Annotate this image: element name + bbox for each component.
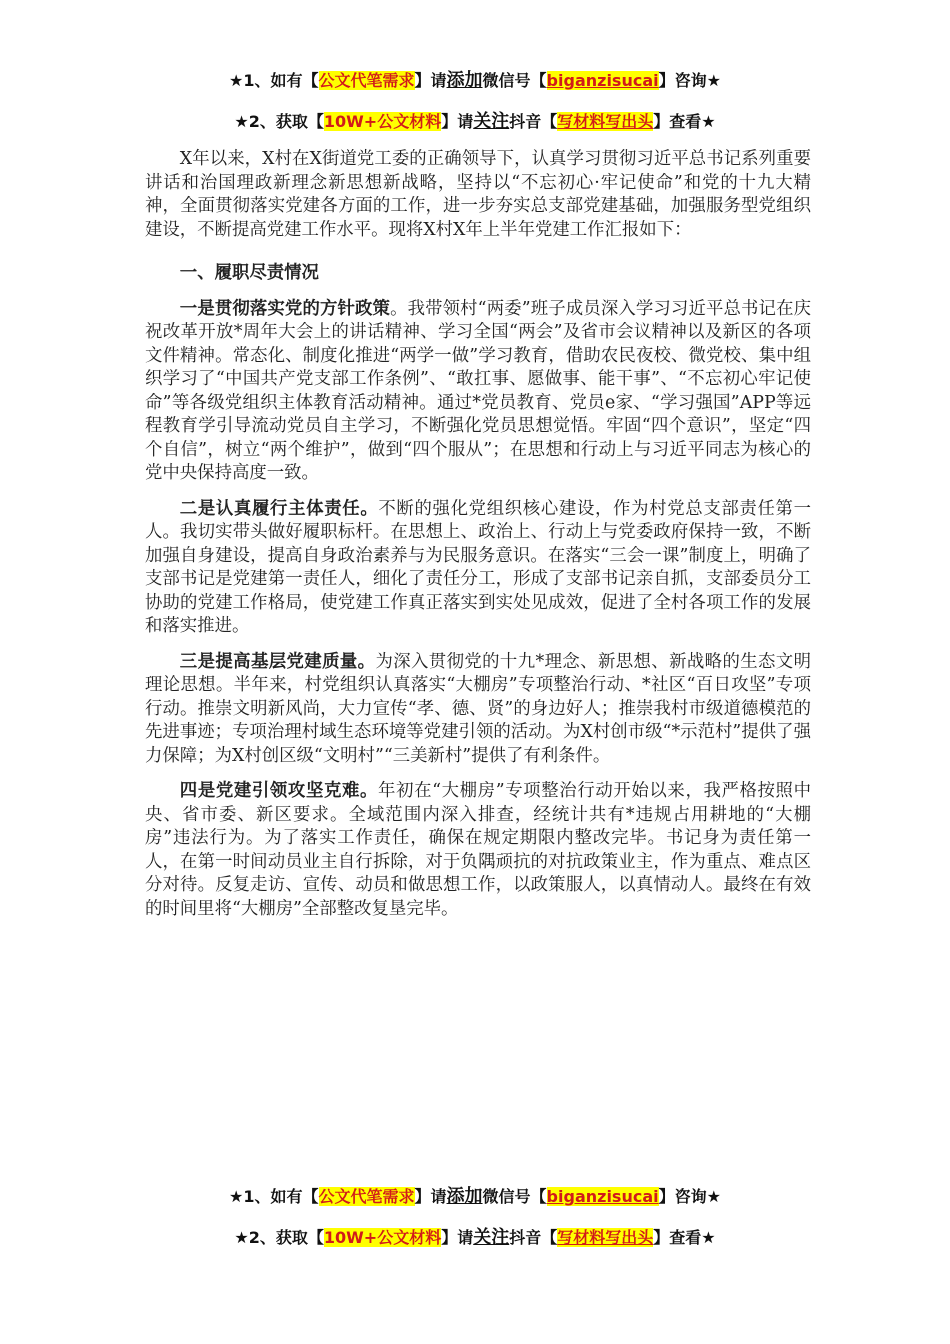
paragraph-lead: 一是贯彻落实党的方针政策 — [179, 298, 391, 319]
promo-text: 】咨询 — [658, 71, 707, 90]
highlight-ghostwriting: 公文代笔需求 — [318, 71, 415, 90]
paragraph-text: 年初在“大棚房”专项整治行动开始以来，我严格按照中央、省市委、新区要求。全域范围内深入排查，经统计共有*违规占用耕地的“大棚房”违法行为。为了落实工作责任，确保在规定期限内整改完毕。书记身为责任第一人，在第一时间动员业主自行拆除，对于负隅顽抗的对抗政策业主，作为重点、难点区分对待。反复走访、宣传、动员和做思想工作，以政策服人，以真情动人。最终在有效的时间里将“大棚房”全部整改复垦完毕。 — [145, 781, 811, 919]
promo-text: 】查看 — [653, 1228, 702, 1247]
promo-text: 2、获取【 — [248, 1228, 324, 1247]
promo-text: 】咨询 — [658, 1187, 707, 1206]
add-emphasis: 添加 — [446, 1186, 483, 1207]
star-icon: ★ — [234, 1228, 249, 1247]
paragraph-text: 。我带领村“两委”班子成员深入学习习近平总书记在庆祝改革开放*周年大会上的讲话精神、学习全国“两会”及省市会议精神以及新区的各项文件精神。常态化、制度化推进“两学一做”学习教育，借助农民夜校、微党校、集中组织学习了“中国共产党支部工作条例”、“敢扛事、愿做事、能干事”、“不忘初心牢记使命”等各级党组织主体教育活动精神。通过*党员教育、党员e家、“学习强国”APP等远程教育学引导流动党员自主学习，不断强化党员思想觉悟。牢固“四个意识”，坚定“四个自信”，树立“两个维护”，做到“四个服从”；在思想和行动上与习近平同志为核心的党中央保持高度一致。 — [145, 298, 811, 483]
add-emphasis: 添加 — [446, 70, 483, 91]
wechat-id[interactable]: biganzisucai — [546, 1187, 659, 1206]
promo-line-bottom-1 — [0, 1186, 950, 1208]
paragraph-lead: 四是党建引领攻坚克难。 — [179, 781, 379, 801]
body-paragraph-2 — [145, 498, 811, 639]
promo-text: 1、如有【 — [243, 1187, 319, 1206]
highlight-materials: 10W+公文材料 — [323, 112, 442, 131]
promo-text: 抖音【 — [509, 112, 558, 131]
promo-text: 】查看 — [653, 112, 702, 131]
douyin-account[interactable]: 写材料写出头 — [557, 112, 654, 131]
follow-emphasis: 关注 — [473, 111, 510, 132]
promo-text: 】请 — [441, 112, 474, 131]
promo-text: 微信号【 — [482, 71, 547, 90]
star-icon: ★ — [701, 1228, 716, 1247]
star-icon: ★ — [706, 71, 721, 90]
star-icon: ★ — [701, 112, 716, 131]
star-icon: ★ — [234, 112, 249, 131]
paragraph-text: 为深入贯彻党的十九*理念、新思想、新战略的生态文明理论思想。半年来，村党组织认真落实“大棚房”专项整治行动、*社区“百日攻坚”专项行动。推崇文明新风尚，大力宣传“孝、德、贤”的身边好人；推崇我村市级道德模范的先进事迹；专项治理村域生态环境等党建引领的活动。为X村创市级“*示范村”提供了强力保障；为X村创区级“文明村”“三美新村”提供了有利条件。 — [145, 651, 811, 766]
promo-text: 】请 — [414, 1187, 447, 1206]
promo-text: 】请 — [441, 1228, 474, 1247]
promo-text: 】请 — [414, 71, 447, 90]
promo-text: 抖音【 — [509, 1228, 558, 1247]
promo-text: 微信号【 — [482, 1187, 547, 1206]
body-paragraph-1 — [145, 298, 811, 486]
promo-line-top-1 — [0, 70, 950, 92]
body-paragraph-3 — [145, 651, 811, 769]
promo-text: 1、如有【 — [243, 71, 319, 90]
douyin-account[interactable]: 写材料写出头 — [557, 1228, 654, 1247]
body-paragraph-4 — [145, 780, 811, 921]
intro-paragraph: X年以来，X村在X街道党工委的正确领导下，认真学习贯彻习近平总书记系列重要讲话和治国理政新理念新思想新战略，坚持以“不忘初心·牢记使命”和党的十九大精神，全面贯彻落实党建各方面的工作，进一步夯实总支部党建基础，加强服务型党组织建设，不断提高党建工作水平。现将X村X年上半年党建工作汇报如下： — [145, 149, 811, 240]
promo-line-bottom-2 — [0, 1227, 950, 1249]
section-heading — [145, 262, 811, 286]
paragraph-text: 不断的强化党组织核心建设，作为村党总支部责任第一人。我切实带头做好履职标杆。在思想上、政治上、行动上与党委政府保持一致，不断加强自身建设，提高自身政治素养与为民服务意识。在落实“三会一课”制度上，明确了支部书记是党建第一责任人，细化了责任分工，形成了支部书记亲自抓，支部委员分工协助的党建工作格局，使党建工作真正落实到实处见成效，促进了全村各项工作的发展和落实推进。 — [145, 498, 811, 636]
promo-text: 2、获取【 — [248, 112, 324, 131]
section-title: 一、履职尽责情况 — [179, 263, 319, 283]
star-icon: ★ — [229, 71, 244, 90]
star-icon: ★ — [229, 1187, 244, 1206]
highlight-ghostwriting: 公文代笔需求 — [318, 1187, 415, 1206]
document-body — [145, 148, 811, 933]
paragraph-lead: 二是认真履行主体责任。 — [179, 498, 379, 519]
paragraph-lead: 三是提高基层党建质量。 — [179, 651, 376, 672]
promo-line-top-2 — [0, 111, 950, 133]
wechat-id[interactable]: biganzisucai — [546, 71, 659, 90]
star-icon: ★ — [706, 1187, 721, 1206]
follow-emphasis: 关注 — [473, 1227, 510, 1248]
highlight-materials: 10W+公文材料 — [323, 1228, 442, 1247]
